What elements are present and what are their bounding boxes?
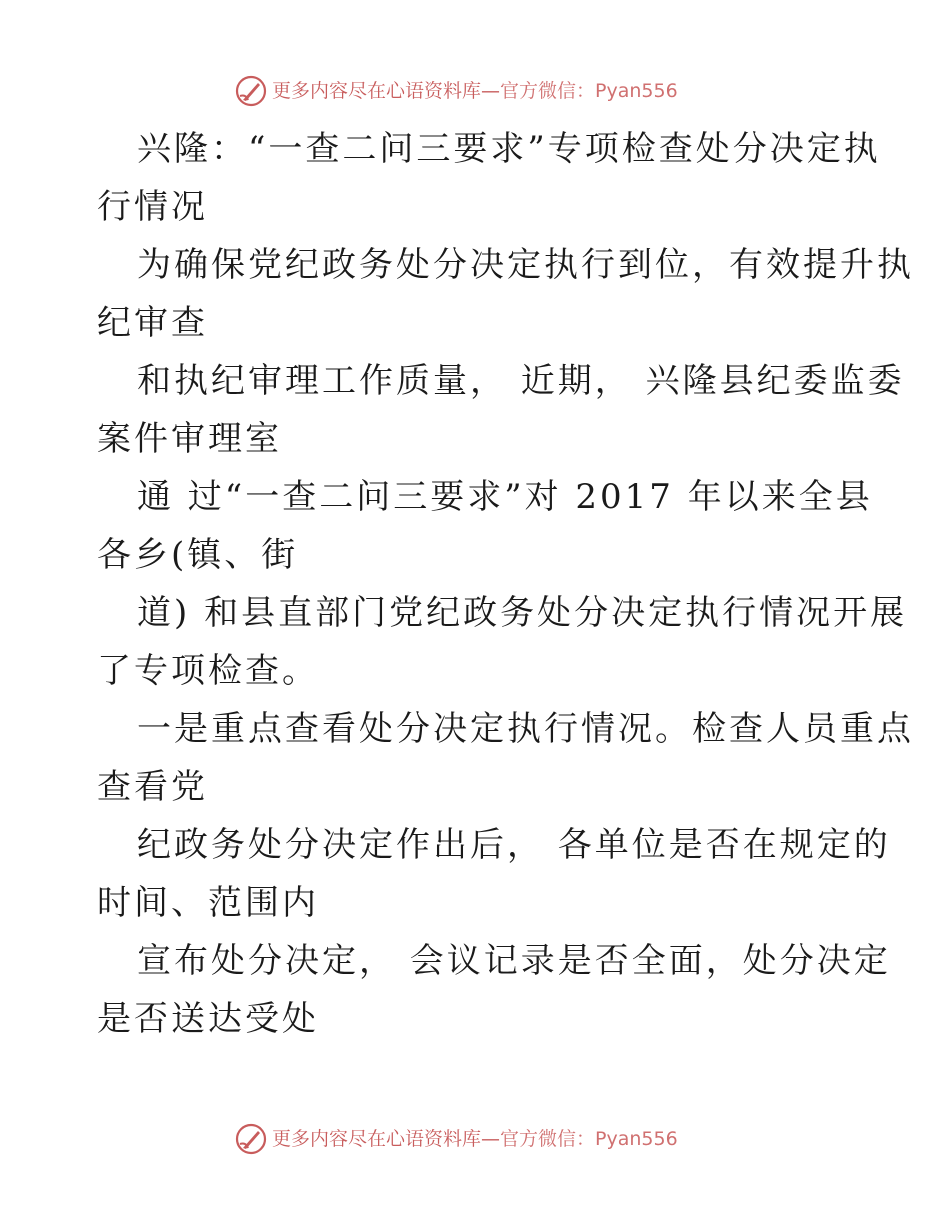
paragraph-line: 宣布处分决定， 会议记录是否全面，处分决定: [137, 941, 891, 981]
paragraph-line: 了专项检查。: [97, 651, 319, 691]
quill-logo-icon: [234, 74, 268, 108]
paragraph-line: 为确保党纪政务处分决定执行到位，有效提升执: [137, 245, 914, 285]
watermark-title: 更多内容尽在心语资料库: [272, 1128, 482, 1150]
paragraph-line: 是否送达受处: [97, 999, 319, 1039]
paragraph-line: 道) 和县直部门党纪政务处分决定执行情况开展: [137, 593, 908, 633]
paragraph-line: 各乡(镇、街: [97, 535, 299, 575]
quill-logo-icon: [234, 1122, 268, 1156]
watermark-wechat: 官方微信：Pyan556: [500, 80, 678, 102]
paragraph-line: 兴隆：“一查二问三要求”专项检查处分决定执: [137, 129, 881, 169]
paragraph-line: 查看党: [97, 767, 208, 807]
watermark-title: 更多内容尽在心语资料库: [272, 80, 482, 102]
footer-watermark: [0, 1120, 950, 1160]
paragraph-line: 和执纪审理工作质量， 近期， 兴隆县纪委监委: [137, 361, 905, 401]
watermark-separator: —: [481, 80, 501, 102]
paragraph-line: 行情况: [97, 187, 208, 227]
paragraph-line: 纪审查: [97, 303, 208, 343]
watermark-text: [272, 1127, 678, 1151]
paragraph-line: 案件审理室: [97, 419, 282, 459]
watermark-text: [272, 79, 678, 103]
paragraph-line: 时间、范围内: [97, 883, 319, 923]
header-watermark: [0, 72, 950, 112]
paragraph-line: 一是重点查看处分决定执行情况。检查人员重点: [137, 709, 914, 749]
watermark-wechat: 官方微信：Pyan556: [500, 1128, 678, 1150]
watermark-separator: —: [481, 1128, 501, 1150]
paragraph-line: 纪政务处分决定作出后， 各单位是否在规定的: [137, 825, 891, 865]
paragraph-line: 通 过“一查二问三要求”对 2017 年以来全县: [137, 477, 873, 517]
document-body: [97, 120, 914, 1048]
